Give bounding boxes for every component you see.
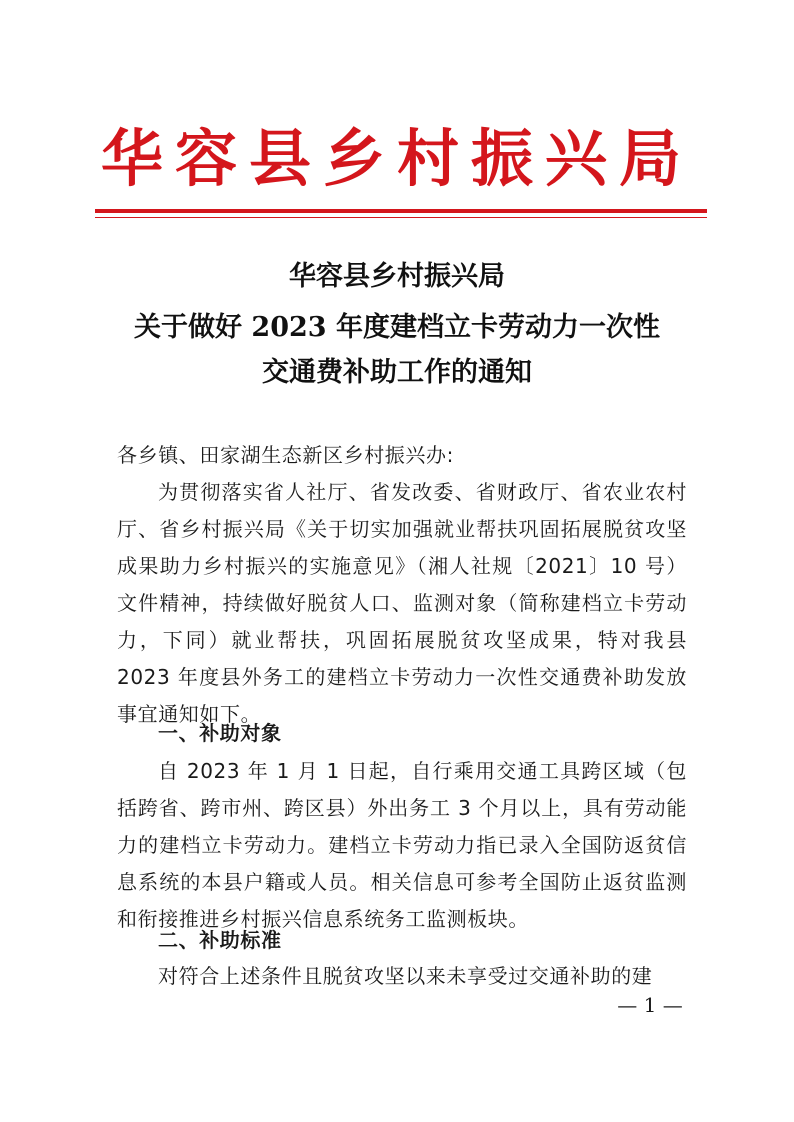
section-heading-subsidy-standard: 二、补助标准 [158,928,282,952]
salutation: 各乡镇、田家湖生态新区乡村振兴办: [117,443,454,467]
paragraph-subsidy-target: 自 2023 年 1 月 1 日起，自行乘用交通工具跨区域（包括跨省、跨市州、跨区县）外出务工 3 个月以上，具有劳动能力的建档立卡劳动力。建档立卡劳动力指已录入全国防返贫信息系统的本县户籍或人员。相关信息可参考全国防止返贫监测和衔接推进乡村振兴信息系统务工监测板块。 [117,759,687,931]
paragraph-subsidy-standard: 对符合上述条件且脱贫攻坚以来未享受过交通补助的建 [158,964,653,988]
masthead-red-rule-thin [95,217,707,218]
masthead-org-name: 华容县乡村振兴局 [100,122,693,195]
document-title-line-1: 华容县乡村振兴局 [289,261,505,292]
document-title-line-2: 关于做好 2023 年度建档立卡劳动力一次性 [134,312,660,343]
document-title-line-3: 交通费补助工作的通知 [262,357,532,388]
paragraph-intro: 为贯彻落实省人社厅、省发改委、省财政厅、省农业农村厅、省乡村振兴局《关于切实加强就业帮扶巩固拓展脱贫攻坚成果助力乡村振兴的实施意见》（湘人社规〔2021〕10 号）文件精神，持续做好脱贫人口、监测对象（简称建档立卡劳动力，下同）就业帮扶，巩固拓展脱贫攻坚成果，特对我县 2023 年度县外务工的建档立卡劳动力一次性交通费补助发放事宜通知如下。 [117,480,687,726]
masthead-red-rule-thick [95,209,707,213]
section-heading-subsidy-target: 一、补助对象 [158,721,282,745]
page-number: — 1 — [617,993,683,1017]
